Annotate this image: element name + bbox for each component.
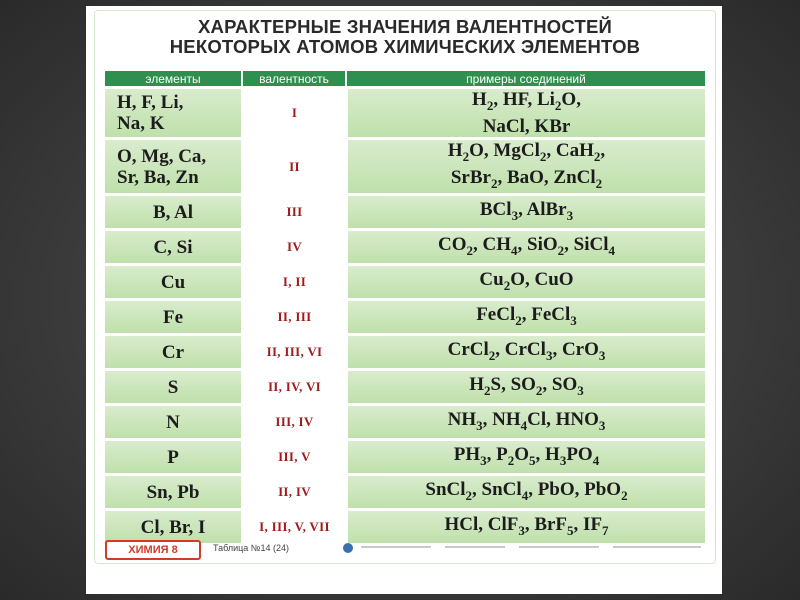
fine-print-line xyxy=(519,546,599,548)
cell-valence xyxy=(241,511,345,543)
table-number: Таблица №14 (24) xyxy=(213,543,289,553)
table-row xyxy=(105,511,705,543)
element-symbols: Cl, Br, I xyxy=(140,516,206,538)
cell-compounds xyxy=(345,511,705,543)
valence-poster xyxy=(94,10,716,564)
cell-elements xyxy=(105,266,241,298)
cell-valence xyxy=(241,196,345,228)
cell-compounds xyxy=(345,371,705,403)
compound-formulas: CrCl$_2$, CrCl$_3$, CrO$_3$ xyxy=(447,338,606,363)
valence-value: I, III, V, VII xyxy=(259,519,330,535)
header-elements: элементы xyxy=(105,71,241,86)
cell-elements xyxy=(105,89,241,137)
element-symbols: Cr xyxy=(161,341,185,363)
cell-valence xyxy=(241,301,345,333)
table-row xyxy=(105,371,705,403)
valence-table xyxy=(105,68,705,546)
fine-print-line xyxy=(445,546,505,548)
cell-elements xyxy=(105,231,241,263)
cell-valence xyxy=(241,476,345,508)
publisher-logo-icon xyxy=(343,543,353,553)
element-symbols: Sn, Pb xyxy=(146,481,200,503)
table-row xyxy=(105,266,705,298)
valence-value: III, IV xyxy=(275,414,314,430)
header-valence: валентность xyxy=(241,71,345,86)
subject-badge: ХИМИЯ 8 xyxy=(105,540,201,560)
cell-valence xyxy=(241,89,345,137)
compound-formulas: BCl$_3$, AlBr$_3$ xyxy=(479,198,574,223)
cell-compounds xyxy=(345,301,705,333)
element-symbols: Cu xyxy=(160,271,186,293)
poster-title xyxy=(95,17,715,57)
compound-formulas: $H_2S$, $SO_2$, $SO_3$ xyxy=(469,373,584,398)
slide-sheet xyxy=(86,6,722,594)
cell-elements xyxy=(105,476,241,508)
cell-elements xyxy=(105,336,241,368)
table-header-row xyxy=(105,71,705,86)
cell-compounds xyxy=(345,231,705,263)
compound-formulas: $H_2$, HF, $Li_2O$, xyxy=(472,89,581,113)
cell-elements xyxy=(105,511,241,543)
element-symbols: Sr, Ba, Zn xyxy=(117,166,199,188)
table-row xyxy=(105,476,705,508)
element-symbols: B, Al xyxy=(152,201,194,223)
valence-value: II, IV xyxy=(278,484,311,500)
valence-value: IV xyxy=(286,239,303,255)
valence-value: I xyxy=(291,104,298,120)
element-symbols: N xyxy=(166,411,180,433)
valence-value: II, III, VI xyxy=(266,344,323,360)
cell-elements xyxy=(105,140,241,194)
compound-formulas: $NH_3$, $NH_4Cl$, $HNO_3$ xyxy=(447,408,606,433)
element-symbols: Fe xyxy=(162,306,184,328)
fine-print-line xyxy=(361,546,431,548)
compound-formulas: $PH_3$, $P_2O_5$, $H_3PO_4$ xyxy=(453,443,600,468)
cell-compounds xyxy=(345,196,705,228)
element-symbols: C, Si xyxy=(153,236,193,258)
element-symbols: S xyxy=(167,376,179,398)
valence-value: II, IV, VI xyxy=(267,379,322,395)
table-row xyxy=(105,441,705,473)
compound-formulas: NaCl, KBr xyxy=(482,115,571,137)
cell-valence xyxy=(241,441,345,473)
cell-compounds xyxy=(345,441,705,473)
fine-print-line xyxy=(613,546,701,548)
cell-compounds xyxy=(345,476,705,508)
table-row xyxy=(105,231,705,263)
cell-elements xyxy=(105,196,241,228)
table-row xyxy=(105,196,705,228)
table-row xyxy=(105,406,705,438)
cell-valence xyxy=(241,231,345,263)
cell-valence xyxy=(241,406,345,438)
valence-value: III, V xyxy=(278,449,311,465)
table-body xyxy=(105,89,705,543)
header-examples: примеры соединений xyxy=(345,71,705,86)
compound-formulas: SnCl$_2$, SnCl$_4$, PbO, PbO$_2$ xyxy=(425,478,628,503)
compound-formulas: $Cu_2O$, CuO xyxy=(479,268,574,293)
table-row xyxy=(105,336,705,368)
cell-valence xyxy=(241,266,345,298)
cell-compounds xyxy=(345,266,705,298)
cell-elements xyxy=(105,441,241,473)
compound-formulas: FeCl$_2$, FeCl$_3$ xyxy=(476,303,577,328)
table-row xyxy=(105,140,705,194)
cell-valence xyxy=(241,140,345,194)
compound-formulas: $CO_2$, $CH_4$, SiO$_2$, SiCl$_4$ xyxy=(438,233,615,258)
cell-compounds xyxy=(345,336,705,368)
valence-value: II xyxy=(289,158,300,174)
cell-valence xyxy=(241,371,345,403)
table-row xyxy=(105,89,705,137)
element-symbols: P xyxy=(167,446,179,468)
title-line-2: НЕКОТОРЫХ АТОМОВ ХИМИЧЕСКИХ ЭЛЕМЕНТОВ xyxy=(169,36,641,57)
poster-footer xyxy=(105,540,705,558)
valence-value: II, III xyxy=(277,309,312,325)
cell-valence xyxy=(241,336,345,368)
cell-compounds xyxy=(345,140,705,194)
valence-value: I, II xyxy=(282,274,307,290)
title-line-1: ХАРАКТЕРНЫЕ ЗНАЧЕНИЯ ВАЛЕНТНОСТЕЙ xyxy=(198,16,612,37)
valence-value: III xyxy=(286,204,303,220)
cell-elements xyxy=(105,301,241,333)
compound-formulas: SrBr$_2$, BaO, ZnCl$_2$ xyxy=(450,166,603,191)
cell-elements xyxy=(105,406,241,438)
cell-compounds xyxy=(345,406,705,438)
element-symbols: Na, K xyxy=(117,112,165,134)
compound-formulas: $H_2O$, MgCl$_2$, CaH$_2$, xyxy=(447,139,606,164)
element-symbols: H, F, Li, xyxy=(117,91,184,113)
cell-elements xyxy=(105,371,241,403)
element-symbols: O, Mg, Ca, xyxy=(117,145,207,167)
table-row xyxy=(105,301,705,333)
cell-compounds xyxy=(345,89,705,137)
compound-formulas: HCl, ClF$_3$, BrF$_5$, $IF_7$ xyxy=(444,513,609,538)
